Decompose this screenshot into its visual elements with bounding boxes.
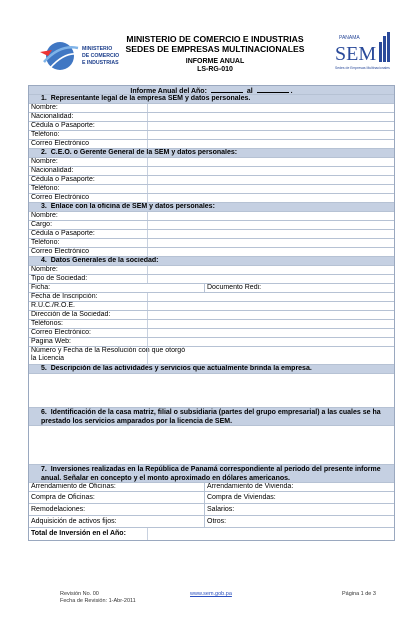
s4-resolucion-row[interactable] <box>29 347 394 365</box>
s7-total-row[interactable] <box>29 528 394 540</box>
column-divider <box>204 492 205 503</box>
field-label: Correo Electrónico <box>31 194 89 201</box>
section-4-number: 4. <box>41 257 47 264</box>
ministry-title: MINISTERIO DE COMERCIO E INDUSTRIAS <box>126 34 304 44</box>
section-3-number: 3. <box>41 203 47 210</box>
section-6-number: 6. <box>41 409 47 416</box>
s2-correo-row[interactable] <box>29 194 394 203</box>
section-2-header <box>29 149 394 158</box>
intro-mid: al <box>246 88 253 95</box>
field-label: Arrendamiento de Vivienda: <box>207 483 294 490</box>
field-label: Nacionalidad: <box>31 167 74 174</box>
field-label: Arrendamiento de Oficinas: <box>31 483 116 490</box>
field-label: Remodelaciones: <box>31 506 86 513</box>
s1-cedula-row[interactable] <box>29 122 394 131</box>
document-code: LS-RG-010 <box>197 66 233 73</box>
s2-telefono-row[interactable] <box>29 185 394 194</box>
s2-cedula-row[interactable] <box>29 176 394 185</box>
column-divider <box>204 483 205 491</box>
section-7-title: Inversiones realizadas en la República de Panamá correspondiente al periodo del presente informe anual. Señalar en concepto y el monto aproximado en dólares americanos. <box>41 466 381 482</box>
field-label: Correo Electrónico <box>31 140 89 147</box>
field-label: Teléfono: <box>31 185 60 192</box>
logo-left-line-3: E INDUSTRIAS <box>82 60 119 66</box>
document-title: INFORME ANUAL <box>185 58 245 65</box>
footer-revision: Revisión No. 00 <box>60 591 99 597</box>
field-label: Dirección de la Sociedad: <box>31 311 111 318</box>
s7-row-2[interactable] <box>29 492 394 504</box>
field-label: Compra de Viviendas: <box>207 494 276 501</box>
footer-date: Fecha de Revisión: 1-Abr-2011 <box>60 598 136 604</box>
section-1-title: Representante legal de la empresa SEM y datos personales. <box>50 95 251 102</box>
s4-web-row[interactable] <box>29 338 394 347</box>
intro-label: Informe Anual del Año: <box>130 88 207 95</box>
column-divider <box>204 504 205 515</box>
ficha-label: Ficha: <box>31 284 51 291</box>
field-label: Nombre: <box>31 104 58 111</box>
total-label: Total de Inversión en el Año: <box>31 530 126 537</box>
intro-end: . <box>290 88 293 95</box>
documento-redi-label: Documento Redi: <box>207 284 262 291</box>
field-label: Correo Electrónico: <box>31 329 91 336</box>
field-label: Fecha de Inscripción: <box>31 293 98 300</box>
s4-ruc-row[interactable] <box>29 302 394 311</box>
field-label: Adquisición de activos fijos: <box>31 518 117 525</box>
field-label: Nombre: <box>31 158 58 165</box>
field-label: Nacionalidad: <box>31 113 74 120</box>
sem-logo-top: PANAMA <box>339 35 360 41</box>
field-label: Pagina Web: <box>31 338 71 345</box>
field-label: Compra de Oficinas: <box>31 494 95 501</box>
field-label: Cargo: <box>31 221 53 228</box>
field-label: Teléfono: <box>31 131 60 138</box>
s7-row-3[interactable] <box>29 504 394 516</box>
s4-ficha-row[interactable] <box>29 284 394 293</box>
section-5-title: Descripción de las actividades y servicios que actualmente brinda la empresa. <box>50 365 312 372</box>
section-4-title: Datos Generales de la sociedad: <box>50 257 159 264</box>
s4-tipo-row[interactable] <box>29 275 394 284</box>
field-label: Cédula o Pasaporte: <box>31 122 95 129</box>
sem-logo-sub: Sedes de Empresas Multinacionales <box>335 66 390 70</box>
annual-report-form <box>28 85 395 541</box>
field-label: Cédula o Pasaporte: <box>31 176 95 183</box>
field-label: Cédula o Pasaporte: <box>31 230 95 237</box>
logo-left-line-2: DE COMERCIO <box>82 53 120 59</box>
s4-nombre-row[interactable] <box>29 266 394 275</box>
section-4-header <box>29 257 394 266</box>
s3-cargo-row[interactable] <box>29 221 394 230</box>
s1-telefono-row[interactable] <box>29 131 394 140</box>
s4-telefonos-row[interactable] <box>29 320 394 329</box>
field-label: Otros: <box>207 518 227 525</box>
field-label: Número y Fecha de la Resolución con que otorgó la Licencia <box>31 347 186 362</box>
section-3-header <box>29 203 394 212</box>
s3-correo-row[interactable] <box>29 248 394 257</box>
field-label: Teléfonos: <box>31 320 63 327</box>
section-6-header <box>29 408 394 426</box>
s3-cedula-row[interactable] <box>29 230 394 239</box>
s6-answer-area[interactable] <box>29 426 394 465</box>
section-1-number: 1. <box>41 95 47 102</box>
year-end-blank[interactable] <box>257 86 289 93</box>
s3-nombre-row[interactable] <box>29 212 394 221</box>
s3-telefono-row[interactable] <box>29 239 394 248</box>
s2-nombre-row[interactable] <box>29 158 394 167</box>
section-5-number: 5. <box>41 365 47 372</box>
s2-nacionalidad-row[interactable] <box>29 167 394 176</box>
office-title: SEDES DE EMPRESAS MULTINACIONALES <box>125 44 305 54</box>
section-7-number: 7. <box>41 466 47 473</box>
s4-correo-row[interactable] <box>29 329 394 338</box>
s5-answer-area[interactable] <box>29 374 394 408</box>
s7-row-1[interactable] <box>29 483 394 492</box>
field-label: Tipo de Sociedad: <box>31 275 88 282</box>
section-2-number: 2. <box>41 149 47 156</box>
year-start-blank[interactable] <box>211 86 243 93</box>
footer-url-link[interactable]: www.sem.gob.pa <box>190 591 232 597</box>
field-label: Nombre: <box>31 266 58 273</box>
intro-row <box>29 86 394 95</box>
column-divider <box>204 284 205 292</box>
sem-logo <box>333 30 395 76</box>
s4-direccion-row[interactable] <box>29 311 394 320</box>
sem-logo-big: SEM <box>335 43 377 65</box>
field-label: R.U.C./R.O.E. <box>31 302 75 309</box>
column-divider <box>204 516 205 527</box>
logo-left-line-1: MINISTERIO <box>82 46 113 52</box>
s1-correo-row[interactable] <box>29 140 394 149</box>
field-label: Correo Electrónico <box>31 248 89 255</box>
section-6-title: Identificación de la casa matriz, filial o subsidiaria (partes del grupo empresarial) a las cuales se ha prestado los servicios amparados por la licencia de SEM. <box>41 409 381 425</box>
section-7-header <box>29 465 394 483</box>
ministry-logo <box>38 38 124 74</box>
section-3-title: Enlace con la oficina de SEM y datos personales: <box>50 203 215 210</box>
section-2-title: C.E.O. o Gerente General de la SEM y datos personales: <box>50 149 238 156</box>
field-label: Nombre: <box>31 212 58 219</box>
section-1-header <box>29 95 394 104</box>
field-label: Salarios: <box>207 506 235 513</box>
s4-fecha-inscripcion-row[interactable] <box>29 293 394 302</box>
s7-row-4[interactable] <box>29 516 394 528</box>
section-5-header <box>29 365 394 374</box>
footer-page-number: Página 1 de 3 <box>342 591 376 597</box>
s1-nacionalidad-row[interactable] <box>29 113 394 122</box>
s1-nombre-row[interactable] <box>29 104 394 113</box>
field-label: Teléfono: <box>31 239 60 246</box>
